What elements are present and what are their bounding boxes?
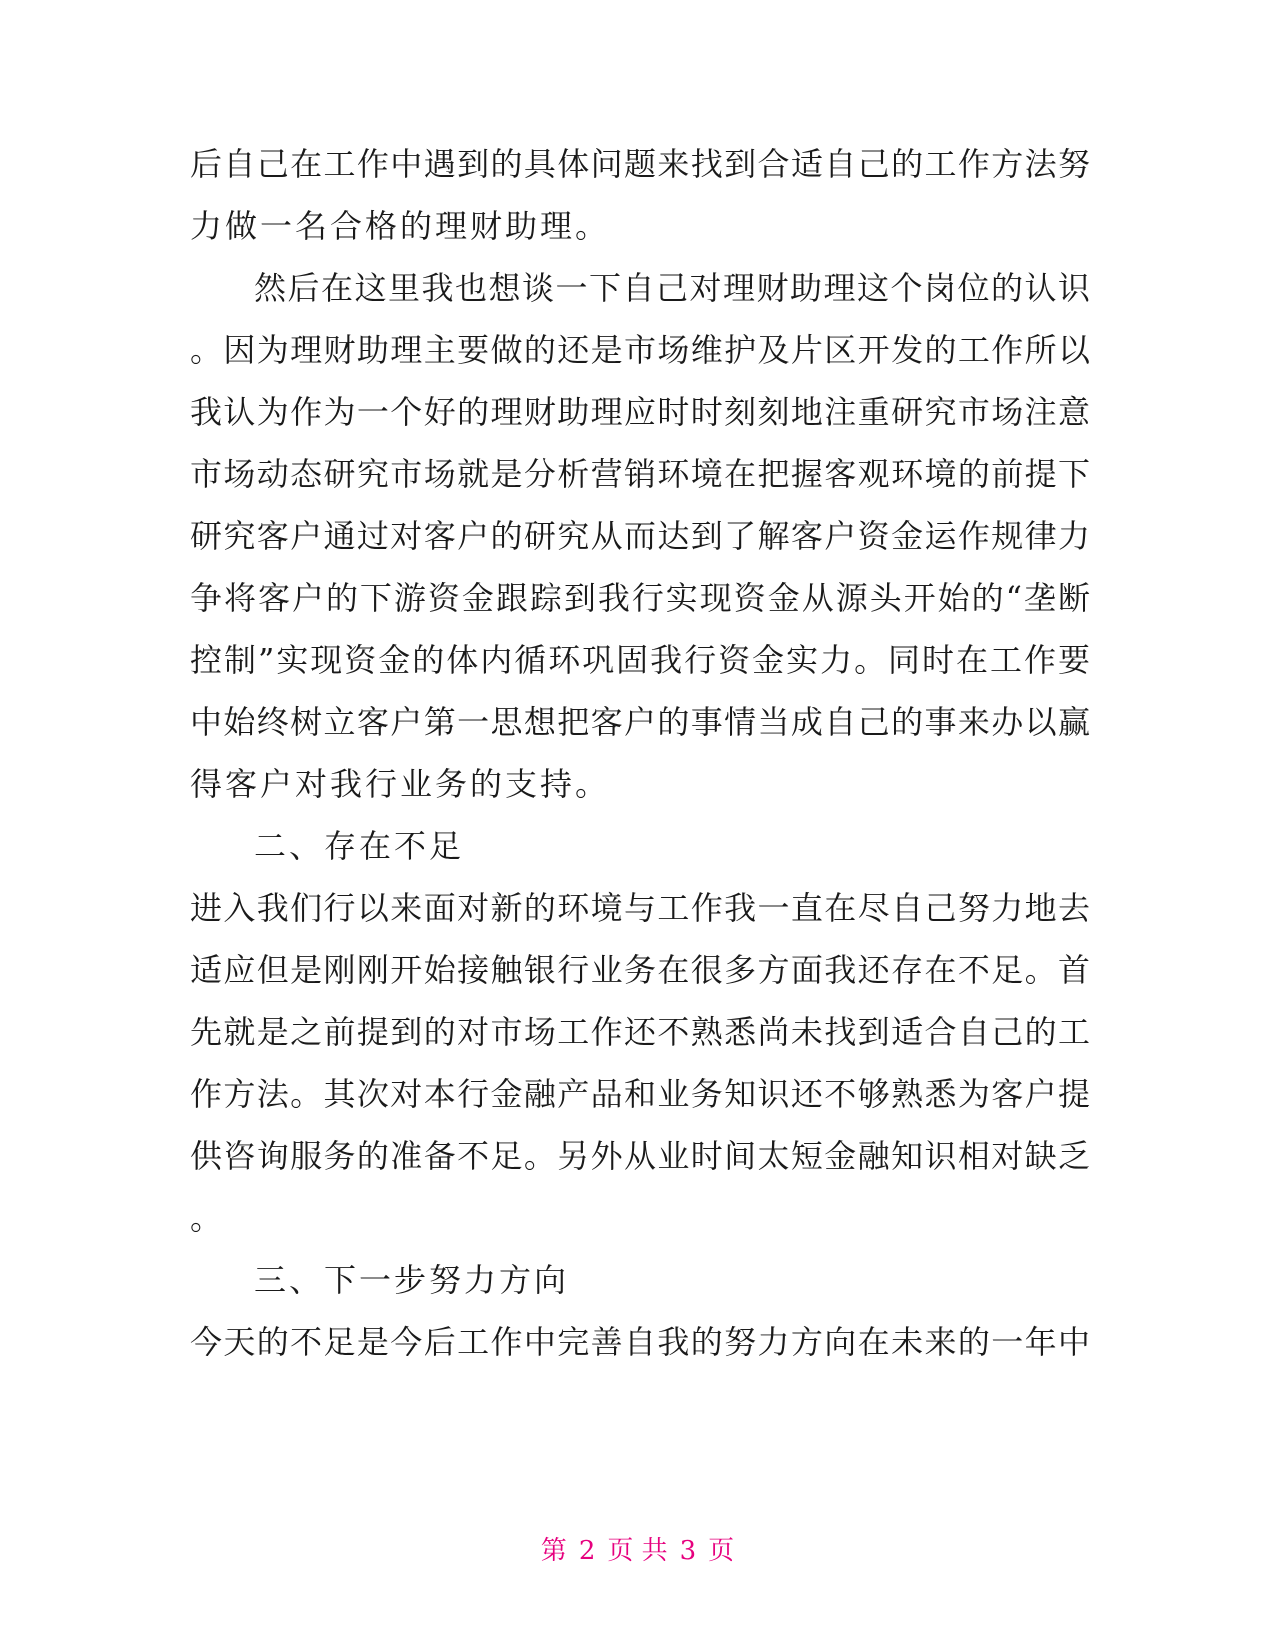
paragraph-start-line: 然后在这里我也想谈一下自己对理财助理这个岗位的认识	[254, 269, 1090, 307]
body-line: 争将客户的下游资金跟踪到我行实现资金从源头开始的“垄断	[190, 579, 1090, 617]
section-heading: 二、存在不足	[254, 827, 465, 865]
body-line: 今天的不足是今后工作中完善自我的努力方向在未来的一年中	[190, 1323, 1090, 1361]
body-line: 研究客户通过对客户的研究从而达到了解客户资金运作规律力	[190, 517, 1090, 555]
footer-page-number: 2	[578, 1536, 596, 1566]
page-footer	[0, 1530, 1275, 1567]
body-line: 得客户对我行业务的支持。	[190, 765, 611, 803]
body-line: 适应但是刚刚开始接触银行业务在很多方面我还存在不足。首	[190, 951, 1090, 989]
body-line: 中始终树立客户第一思想把客户的事情当成自己的事来办以赢	[190, 703, 1090, 741]
footer-prefix: 第	[540, 1536, 567, 1566]
body-line: 先就是之前提到的对市场工作还不熟悉尚未找到适合自己的工	[190, 1013, 1090, 1051]
body-line: 。	[190, 1199, 226, 1237]
footer-total-pages: 3	[679, 1536, 697, 1566]
body-line: 进入我们行以来面对新的环境与工作我一直在尽自己努力地去	[190, 889, 1090, 927]
body-line: 。因为理财助理主要做的还是市场维护及片区开发的工作所以	[190, 331, 1090, 369]
body-line: 控制”实现资金的体内循环巩固我行资金实力。同时在工作要	[190, 641, 1090, 679]
body-line: 我认为作为一个好的理财助理应时时刻刻地注重研究市场注意	[190, 393, 1090, 431]
body-line: 供咨询服务的准备不足。另外从业时间太短金融知识相对缺乏	[190, 1137, 1090, 1175]
section-heading: 三、下一步努力方向	[254, 1261, 570, 1299]
body-line: 市场动态研究市场就是分析营销环境在把握客观环境的前提下	[190, 455, 1090, 493]
footer-suffix: 页	[708, 1536, 735, 1566]
body-line: 力做一名合格的理财助理。	[190, 207, 611, 245]
body-line: 后自己在工作中遇到的具体问题来找到合适自己的工作方法努	[190, 145, 1090, 183]
body-line: 作方法。其次对本行金融产品和业务知识还不够熟悉为客户提	[190, 1075, 1090, 1113]
footer-middle: 页 共	[607, 1536, 668, 1566]
